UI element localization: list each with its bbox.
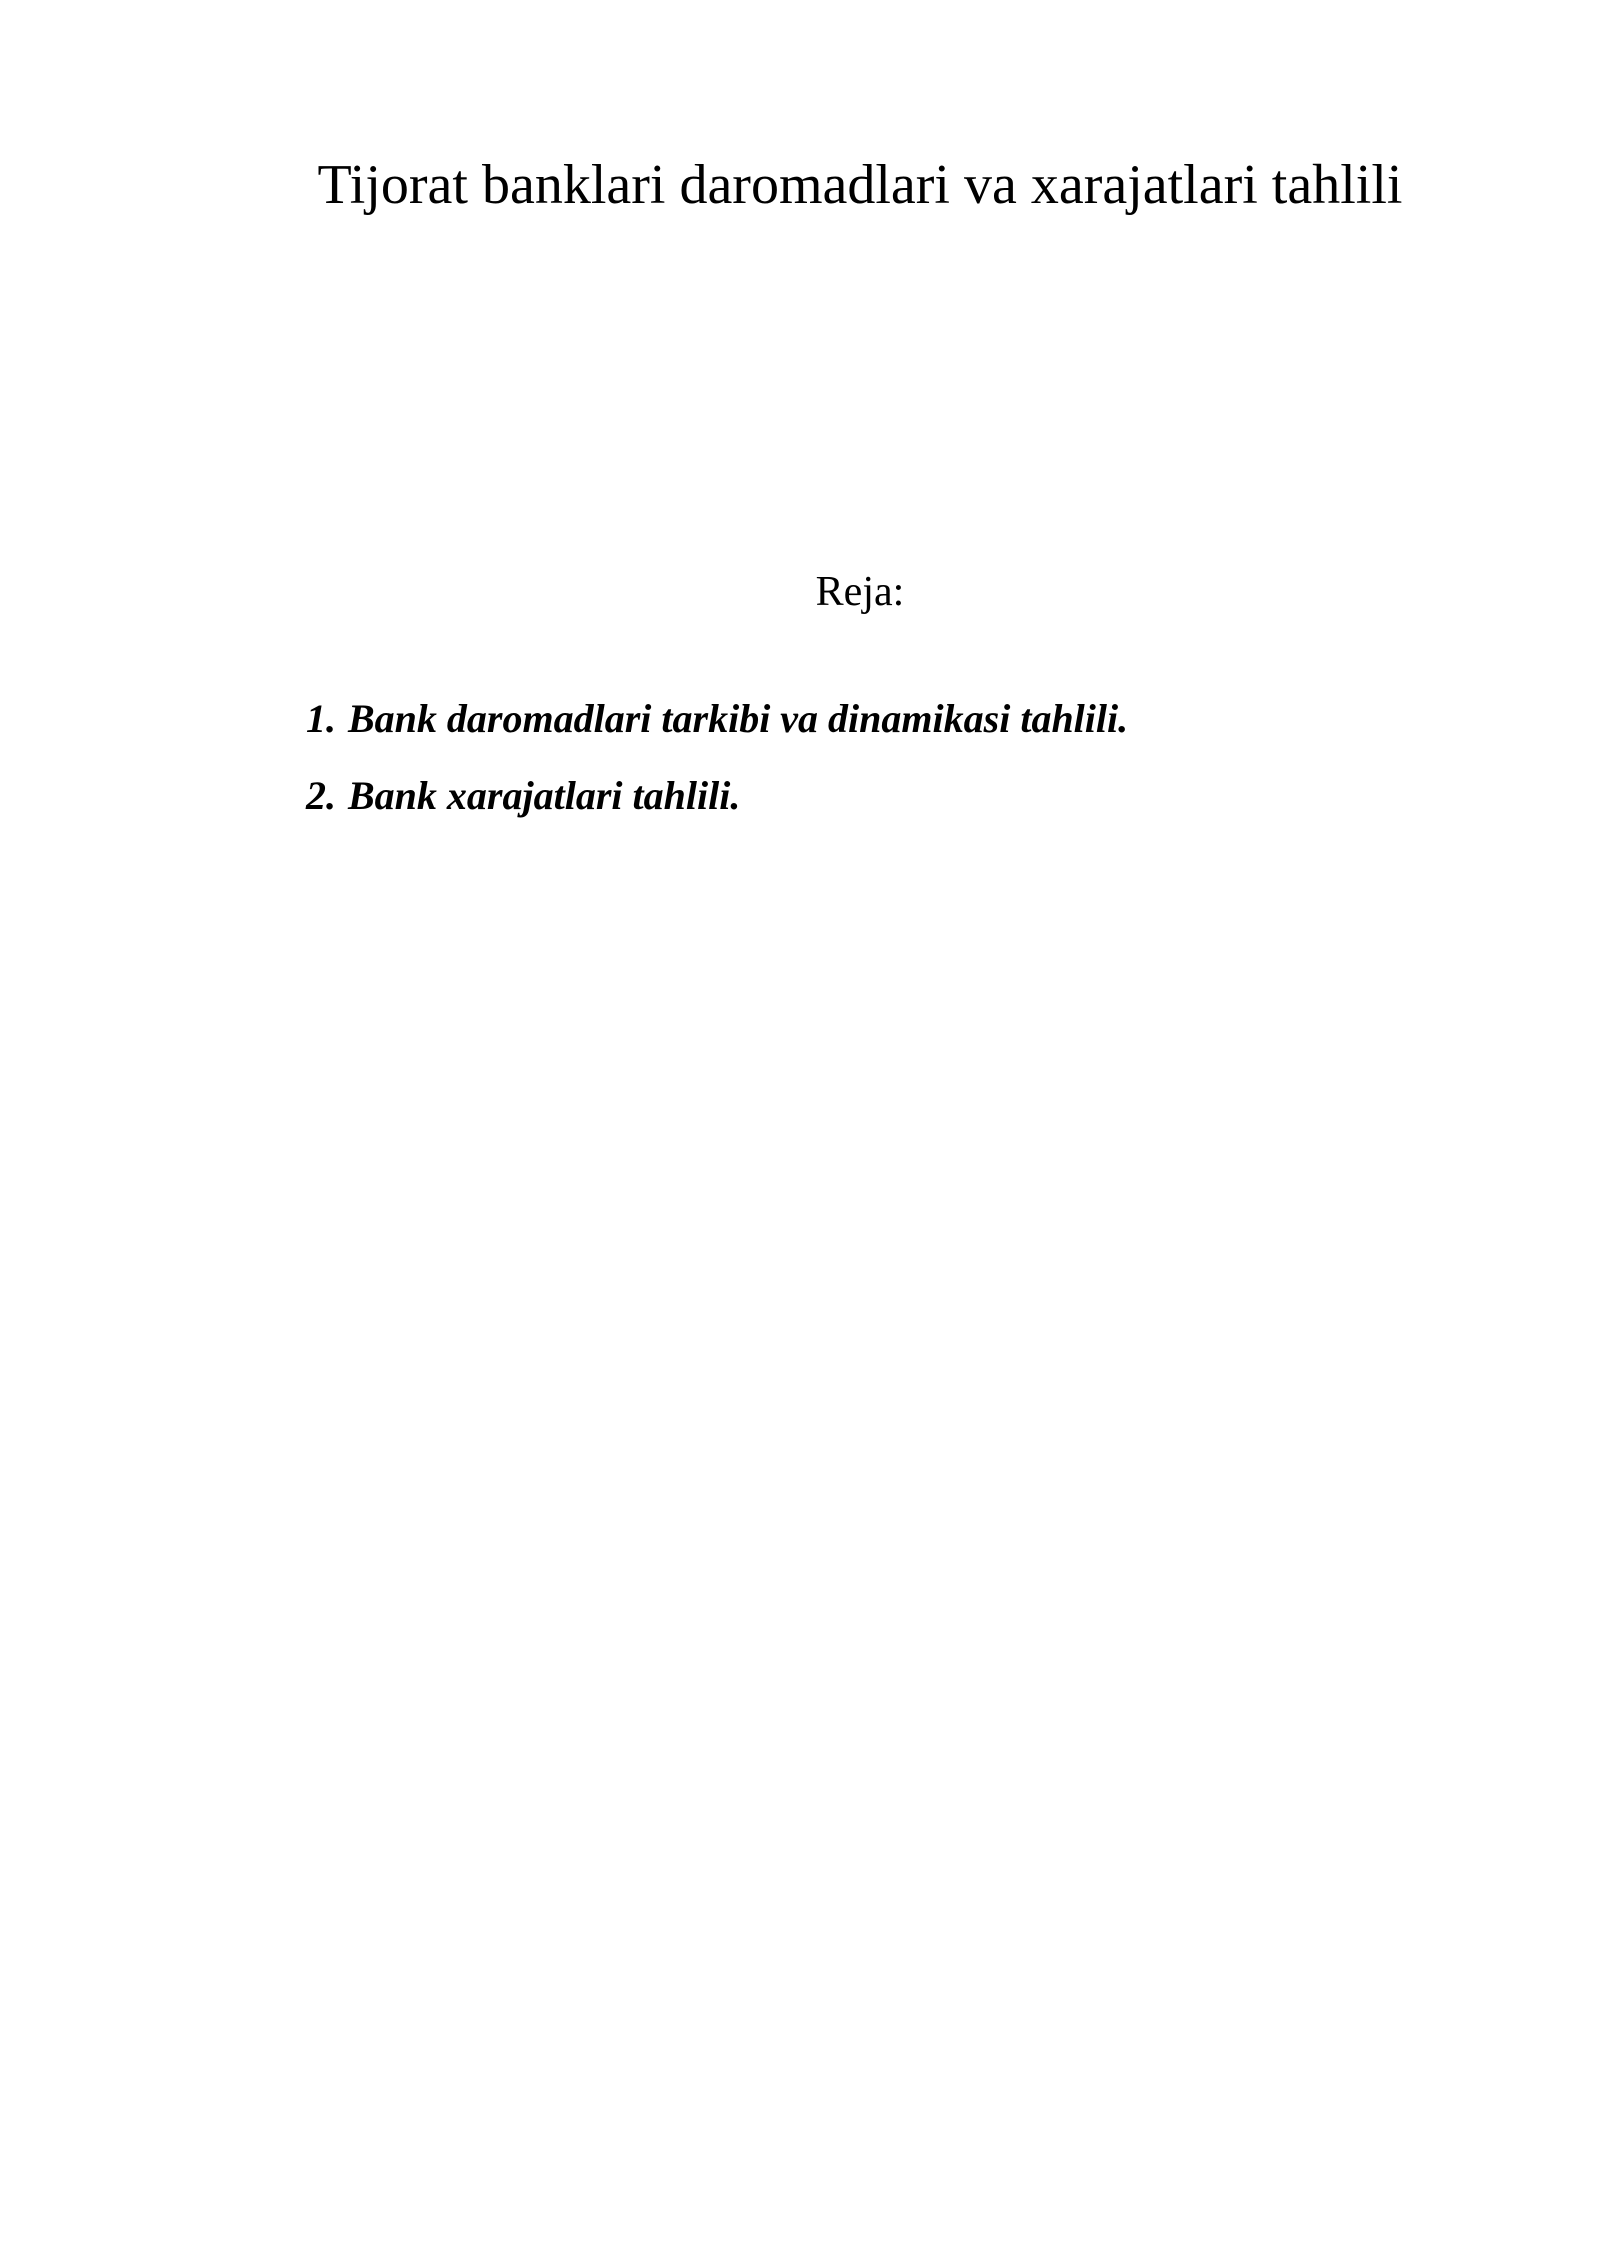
- plan-item-number: 1.: [306, 696, 336, 741]
- plan-item-text: Bank daromadlari tarkibi va dinamikasi tahlili.: [348, 696, 1129, 741]
- document-title: Tijorat banklari daromadlari va xarajatlari tahlili: [317, 154, 1403, 216]
- plan-item-number: 2.: [306, 773, 336, 818]
- plan-item: [306, 694, 1128, 744]
- plan-list: [306, 694, 1128, 848]
- plan-heading: Reja:: [815, 569, 905, 615]
- plan-item-text: Bank xarajatlari tahlili.: [348, 773, 741, 818]
- plan-item: [306, 771, 1128, 821]
